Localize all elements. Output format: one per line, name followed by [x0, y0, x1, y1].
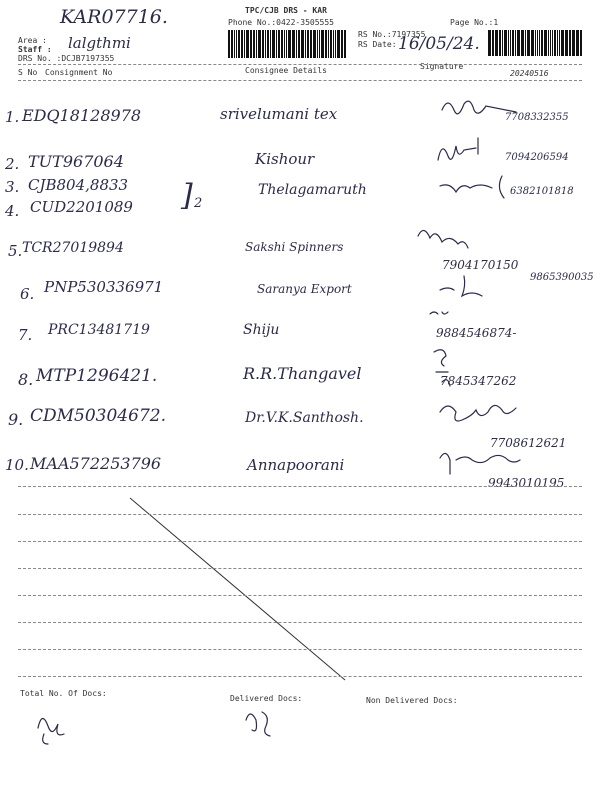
non-delivered-docs-label: Non Delivered Docs: — [366, 696, 458, 705]
consignment-number: EDQ18128978 — [22, 106, 142, 125]
signature-8 — [434, 350, 450, 386]
signature-9 — [440, 405, 516, 421]
phone-number: 9943010195 — [488, 476, 565, 490]
footer-signature-delivered — [246, 712, 270, 736]
consignment-number: TUT967064 — [28, 152, 124, 171]
row-number: 1. — [5, 108, 20, 126]
consignment-number: MAA572253796 — [30, 454, 162, 473]
phone-number: 7094206594 — [505, 152, 569, 163]
consignment-number: PRC13481719 — [48, 322, 150, 338]
consignee-name: Thelagamaruth — [258, 182, 367, 198]
handwritten-staff-name: lalgthmi — [68, 34, 131, 52]
col-s-no: S No — [18, 68, 38, 77]
delivered-docs-label: Delivered Docs: — [230, 694, 303, 703]
total-docs-label: Total No. Of Docs: — [20, 689, 107, 698]
handwritten-date: 16/05/24. — [398, 34, 480, 54]
consignee-name: Saranya Export — [257, 282, 352, 296]
consignee-name: Sakshi Spinners — [245, 240, 344, 254]
signature-3 — [440, 176, 504, 198]
phone-number: 9865390035 — [530, 272, 594, 283]
row-number: 6. — [20, 285, 35, 303]
row-number: 2. — [5, 155, 20, 173]
cancel-strike-line — [130, 498, 345, 680]
phone-number: 7845347262 — [440, 374, 517, 388]
area-label: Area : — [18, 36, 47, 45]
col-consignee-details: Consignee Details — [245, 66, 327, 75]
drs-no-label: DRS No. :DCJB7197355 — [18, 54, 115, 63]
phone-number: Phone No.:0422-3505555 — [228, 18, 334, 27]
row-number: 7. — [18, 326, 33, 344]
bracket-mark: ] — [181, 178, 193, 213]
handwritten-area-code: KAR07716. — [60, 6, 168, 28]
rs-date-label: RS Date: — [358, 40, 397, 49]
page-title: TPC/CJB DRS - KAR — [245, 6, 327, 15]
row-number: 3. — [5, 178, 20, 196]
consignee-name: srivelumani tex — [220, 105, 338, 123]
phone-number: 7904170150 — [442, 258, 519, 272]
row-divider — [18, 486, 582, 487]
signature-7 — [430, 312, 448, 314]
bracket-count: 2 — [194, 196, 203, 211]
consignment-number: CUD2201089 — [30, 198, 133, 216]
footer-signature-total — [38, 718, 64, 744]
row-number: 8. — [18, 370, 34, 389]
phone-number: 7708332355 — [505, 112, 569, 123]
row-number: 5. — [8, 242, 23, 260]
consignee-name: R.R.Thangavel — [243, 364, 362, 383]
phone-number: 7708612621 — [490, 436, 567, 450]
staff-label: Staff : — [18, 45, 52, 54]
consignment-number: CJB804,8833 — [28, 176, 129, 194]
col-consignment-no: Consignment No — [45, 68, 113, 77]
consignment-number: TCR27019894 — [22, 240, 124, 256]
signature-10 — [440, 453, 520, 474]
consignment-number: MTP1296421. — [36, 366, 158, 386]
row-divider — [18, 568, 582, 569]
row-divider — [18, 676, 582, 677]
signature-1 — [442, 101, 516, 114]
phone-number: 6382101818 — [510, 186, 574, 197]
signature-2 — [438, 138, 478, 160]
rs-number: RS No.:7197355 — [358, 30, 426, 39]
row-divider — [18, 649, 582, 650]
consignment-number: PNP530336971 — [44, 278, 164, 296]
row-divider — [18, 595, 582, 596]
page-number: Page No.:1 — [450, 18, 499, 27]
consignment-number: CDM50304672. — [30, 406, 166, 426]
signature-6 — [440, 276, 482, 296]
consignee-name: Dr.V.K.Santhosh. — [245, 410, 364, 426]
row-divider — [18, 541, 582, 542]
row-divider — [18, 514, 582, 515]
phone-number: 9884546874- — [436, 326, 517, 340]
row-divider — [18, 622, 582, 623]
consignee-name: Shiju — [243, 322, 280, 338]
consignee-name: Kishour — [255, 150, 315, 168]
consignee-name: Annapoorani — [247, 456, 345, 474]
signature-5 — [418, 230, 468, 248]
row-number: 9. — [8, 410, 24, 429]
row-number: 10. — [5, 456, 29, 474]
col-signature: Signature — [420, 62, 464, 71]
row-number: 4. — [5, 202, 20, 220]
date-stamp: 20240516 — [510, 69, 549, 78]
